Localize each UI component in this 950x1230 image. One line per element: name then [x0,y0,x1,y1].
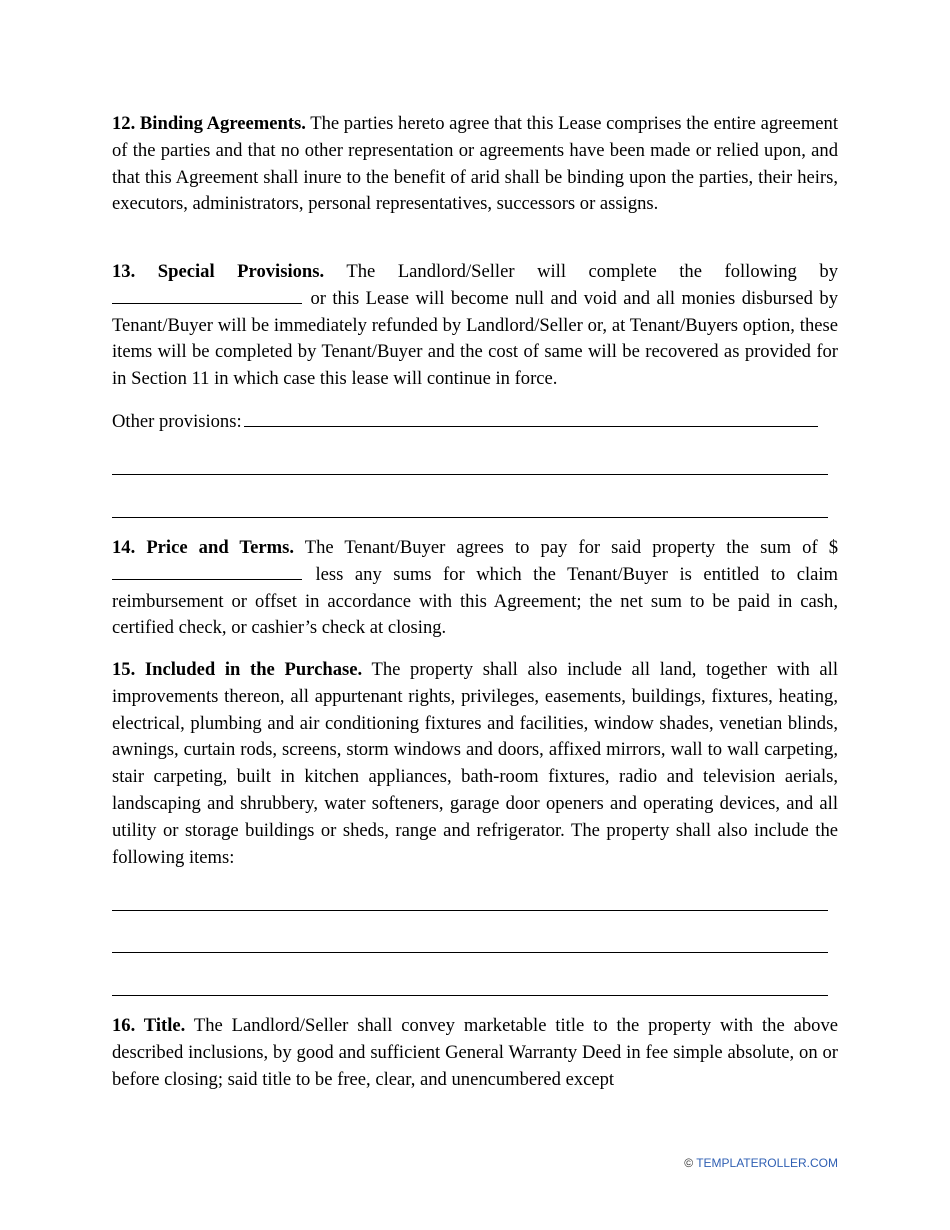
section-12-binding-agreements [112,111,838,218]
section-15-included-in-purchase [112,657,838,871]
other-provisions-label: Other provisions: [112,411,242,432]
section-14-heading: 14. Price and Terms. [112,537,294,558]
section-14-text-after: less any sums for which the Tenant/Buyer is entitled to claim reimbursement or offset in accordance with this Agreement; the net sum to be paid in cash, certified check, or cashier’s check at closing. [112,563,838,639]
other-provisions-line-2[interactable] [112,474,828,475]
section-16-text: The Landlord/Seller shall convey marketable title to the property with the above described inclusions, by good and sufficient General Warranty Deed in fee simple absolute, on or before closing; said title to be free, clear, and unencumbered except [112,1015,838,1090]
copyright-symbol: © [684,1156,694,1170]
price-amount-blank[interactable] [112,563,302,580]
section-12-text: The parties hereto agree that this Lease comprises the entire agreement of the parties and that no other representation or agreements have been made or relied upon, and that this Agreement shall inure to the benefit of arid shall be binding upon the parties, their heirs, executors, administrators, personal representatives, successors or assigns. [112,113,838,215]
templateroller-link[interactable]: TEMPLATEROLLER.COM [696,1156,838,1170]
section-14-text-before: The Tenant/Buyer agrees to pay for said property the sum of $ [293,537,839,558]
included-items-line-1[interactable] [112,910,828,911]
footer-credit [684,1156,838,1170]
included-items-line-2[interactable] [112,952,828,953]
section-13-text-before: The Landlord/Seller will complete the following by [324,261,838,282]
section-16-title [112,1013,838,1093]
section-12-heading: 12. Binding Agreements. [112,113,306,134]
other-provisions-line-3[interactable] [112,517,828,518]
section-13-heading: 13. Special Provisions. [112,261,325,282]
other-provisions-blank[interactable] [244,408,818,427]
section-16-heading: 16. Title. [112,1015,186,1036]
completion-date-blank[interactable] [112,287,302,304]
section-15-text: The property shall also include all land, together with all improvements thereon, all appurtenant rights, privileges, easements, buildings, fixtures, heating, electrical, plumbing and air conditioning fixtures and facilities, window shades, venetian blinds, awnings, curtain rods, screens, storm windows and doors, affixed mirrors, wall to wall carpeting, stair carpeting, built in kitchen appliances, bath-room fixtures, radio and television aerials, landscaping and shrubbery, water softeners, garage door openers and operating devices, and all utility or storage buildings or sheds, range and refrigerator. The property shall also include the following items: [112,659,839,868]
section-15-heading: 15. Included in the Purchase. [112,659,363,680]
included-items-line-3[interactable] [112,995,828,996]
section-14-price-and-terms [112,535,838,642]
other-provisions-row [112,408,838,436]
section-13-special-provisions [112,259,838,393]
section-13-text-after: or this Lease will become null and void and all monies disbursed by Tenant/Buyer will be immediately refunded by Landlord/Seller or, at Tenant/Buyers option, these items will be completed by Tenant/Buyer and the cost of same will be recovered as provided for in Section 11 in which case this lease will continue in force. [112,287,838,390]
